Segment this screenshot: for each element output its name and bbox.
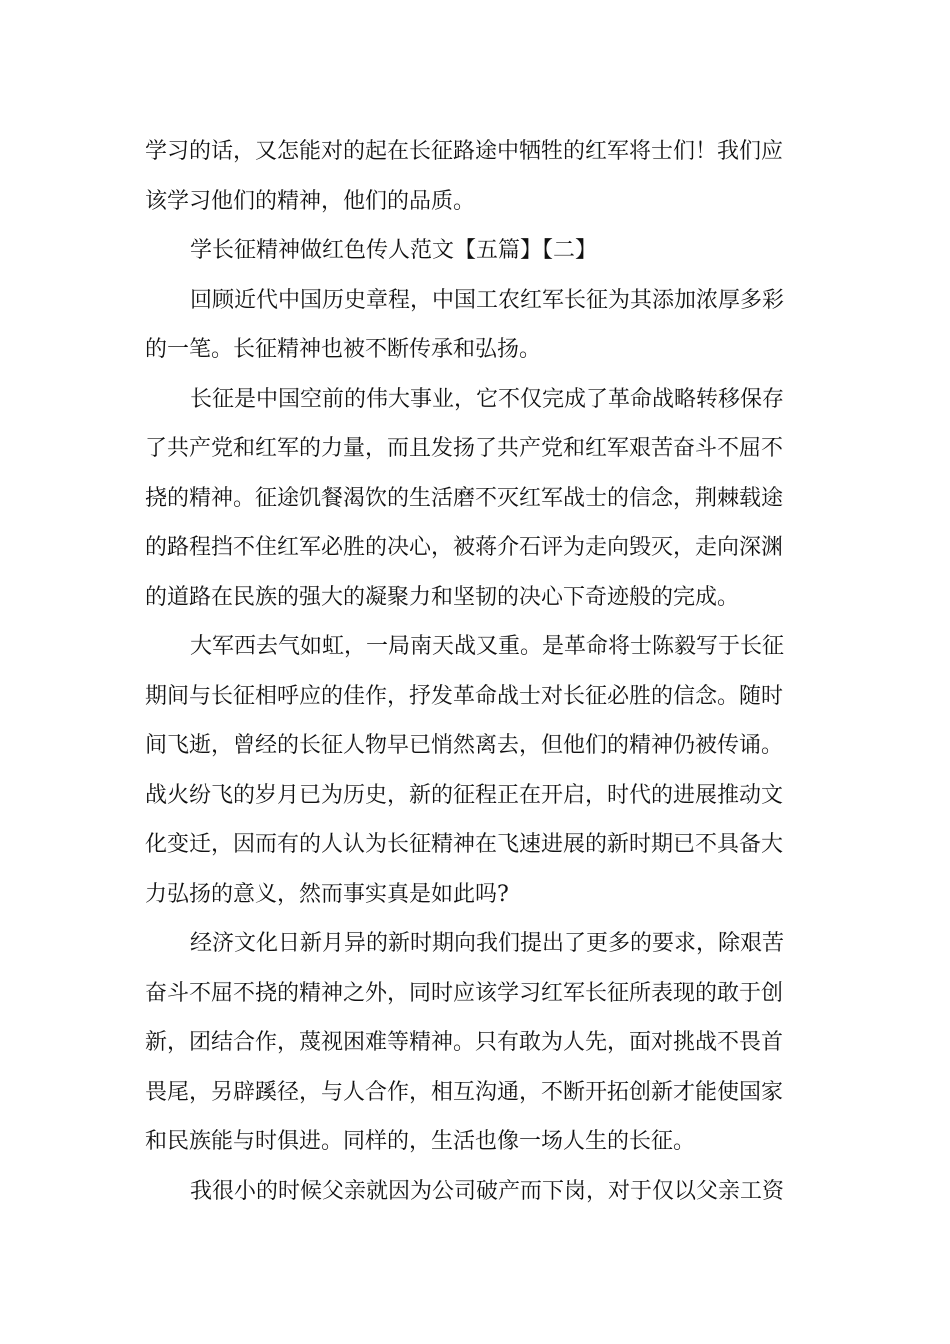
text-line: 了共产党和红军的力量，而且发扬了共产党和红军艰苦奋斗不屈不 <box>145 436 784 461</box>
paragraph-new-era <box>145 919 807 1167</box>
text-line: 经济文化日新月异的新时期向我们提出了更多的要求，除艰苦 <box>190 931 785 956</box>
paragraph-father <box>145 1167 807 1217</box>
text-line: 新，团结合作，蔑视困难等精神。只有敢为人先，面对挑战不畏首 <box>145 1030 784 1055</box>
text-line: 的道路在民族的强大的凝聚力和坚韧的决心下奇迹般的完成。 <box>145 584 740 610</box>
text-line: 和民族能与时俱进。同样的，生活也像一场人生的长征。 <box>145 1129 696 1154</box>
text-line: 战火纷飞的岁月已为历史，新的征程正在开启，时代的进展推动文 <box>145 782 784 808</box>
text-line: 化变迁，因而有的人认为长征精神在飞速进展的新时期已不具备大 <box>145 832 784 857</box>
text-line: 长征是中国空前的伟大事业，它不仅完成了革命战略转移保存 <box>190 386 785 412</box>
text-line: 该学习他们的精神，他们的品质。 <box>145 188 476 214</box>
text-line: 学习的话，又怎能对的起在长征路途中牺牲的红军将士们！我们应 <box>145 139 784 164</box>
paragraph-great-cause <box>145 375 807 623</box>
text-line: 畏尾，另辟蹊径，与人合作，相互沟通，不断开拓创新才能使国家 <box>145 1079 784 1105</box>
text-line: 期间与长征相呼应的佳作，抒发革命战士对长征必胜的信念。随时 <box>145 683 784 709</box>
text-line: 间飞逝，曾经的长征人物早已悄然离去，但他们的精神仍被传诵。 <box>145 733 784 758</box>
paragraph-history <box>145 276 807 375</box>
text-line: 的路程挡不住红军必胜的决心，被蒋介石评为走向毁灭，走向深渊 <box>145 535 784 560</box>
paragraph-continuation <box>145 127 807 226</box>
text-line: 奋斗不屈不挠的精神之外，同时应该学习红军长征所表现的敢于创 <box>145 980 784 1006</box>
text-line: 的一笔。长征精神也被不断传承和弘扬。 <box>145 337 542 362</box>
text-line: 回顾近代中国历史章程，中国工农红军长征为其添加浓厚多彩 <box>190 287 785 313</box>
heading-line: 学长征精神做红色传人范文【五篇】【二】 <box>190 238 598 263</box>
document-body <box>145 127 807 1216</box>
text-line: 挠的精神。征途饥餐渴饮的生活磨不灭红军战士的信念，荆棘载途 <box>145 485 784 511</box>
text-line: 力弘扬的意义，然而事实真是如此吗? <box>145 881 509 907</box>
paragraph-poem <box>145 622 807 919</box>
text-line: 我很小的时候父亲就因为公司破产而下岗，对于仅以父亲工资 <box>190 1178 785 1204</box>
text-line: 大军西去气如虹，一局南天战又重。是革命将士陈毅写于长征 <box>190 634 785 659</box>
section-heading <box>145 226 807 276</box>
